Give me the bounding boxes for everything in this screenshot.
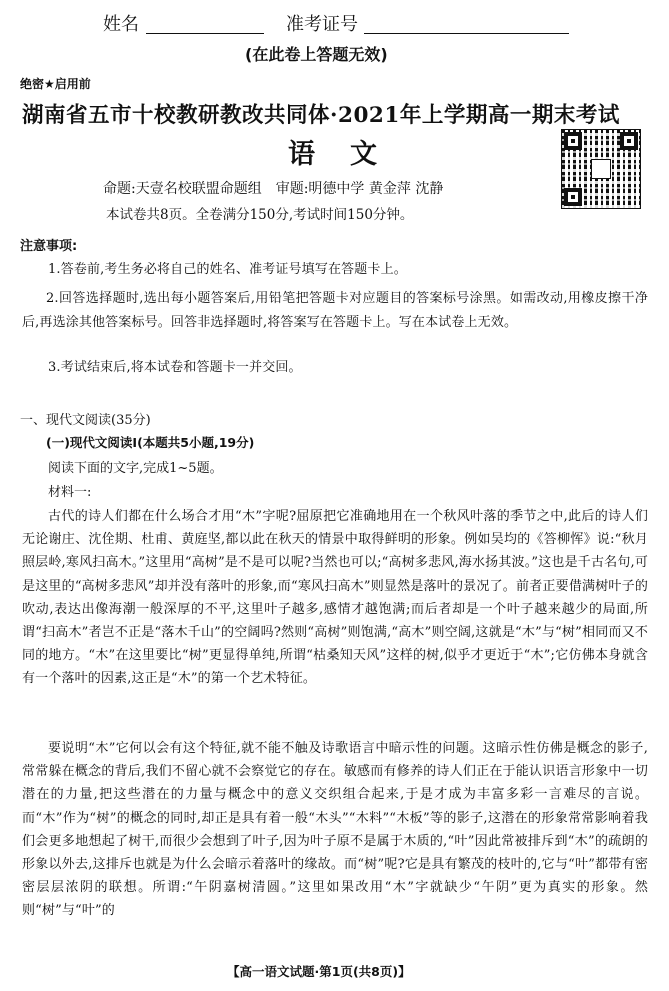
exam-id-blank — [364, 33, 569, 34]
notice-heading: 注意事项: — [20, 239, 78, 254]
passage-paragraph-1: 古代的诗人们都在什么场合才用“木”字呢?屈原把它准确地用在一个秋风叶落的季节之中,此后的诗人们无论谢庄、沈佺期、杜甫、黄庭坚,都以此在秋天的情景中取得鲜明的形象。例如吴均的《答柳恽》说:“秋月照层岭,寒风扫高木。”这里用“高树”是不是可以呢?当然也可以;“高树多悲风,海水扬其波。”这也是千古名句,可是这里的“高树多悲风”却并没有落叶的形象,而“寒风扫高木”则显然是落叶的景况了。前者正要借满树叶子的吹动,表达出像海潮一般深厚的不平,这里叶子越多,感情才越饱满;而后者却是一个叶子越来越少的局面,所谓“扫高木”者岂不正是“落木千山”的空阔吗?然则“高树”则饱满,“高木”则空阔,这就是“木”与“树”相同而又不同的地方。“木”在这里要比“树”更显得单纯,所谓“枯桑知天风”这样的树,似乎才更近于“木”;它仿佛本身就含有一个落叶的因素,这正是“木”的第一个艺术特征。 — [22, 509, 648, 687]
notice-item-1: 1.答卷前,考生务必将自己的姓名、准考证号填写在答题卡上。 — [48, 262, 407, 277]
notice-item-3: 3.考试结束后,将本试卷和答题卡一并交回。 — [48, 360, 302, 375]
name-label: 姓名 — [103, 14, 139, 35]
exam-id-label: 准考证号 — [286, 14, 358, 35]
material-label: 材料一: — [48, 485, 92, 500]
sub-section-heading: (一)现代文阅读Ⅰ(本题共5小题,19分) — [46, 435, 255, 450]
credits: 命题:天壹名校联盟命题组 审题:明德中学 黄金萍 沈静 — [103, 181, 444, 197]
section-heading: 一、现代文阅读(35分) — [20, 413, 151, 428]
secret-mark: 绝密★启用前 — [20, 77, 91, 91]
name-blank — [146, 33, 264, 34]
reading-instruction: 阅读下面的文字,完成1~5题。 — [48, 461, 223, 476]
notice-item-2: 2.回答选择题时,选出每小题答案后,用铅笔把答题卡对应题目的答案标号涂黑。如需改动,用橡皮擦干净后,再选涂其他答案标号。回答非选择题时,将答案写在答题卡上。写在本试卷上无效。 — [22, 291, 648, 330]
invalid-note: (在此卷上答题无效) — [245, 45, 388, 64]
qr-code-icon — [562, 130, 640, 208]
page-footer: 【高一语文试题·第1页(共8页)】 — [227, 964, 411, 979]
passage-paragraph-2: 要说明“木”它何以会有这个特征,就不能不触及诗歌语言中暗示性的问题。这暗示性仿佛是概念的影子,常常躲在概念的背后,我们不留心就不会察觉它的存在。敏感而有修养的诗人们正在于能认识语言形象中一切潜在的力量,把这些潜在的力量与概念中的意义交织组合起来,于是才成为丰富多彩一言难尽的言说。而“木”作为“树”的概念的同时,却正是具有着一般“木头”“木料”“木板”等的影子,这潜在的形象常常影响着我们会更多地想起了树干,而很少会想到了叶子,因为叶子原不是属于木质的,“叶”因此常被排斥到“木”的疏朗的形象以外去,这排斥也就是为什么会暗示着落叶的缘故。而“树”呢?它是具有繁茂的枝叶的,它与“叶”都带有密密层层浓阴的联想。所谓:“午阴嘉树清圆。”这里如果改用“木”字就缺少“午阴”更为真实的形象。然则“树”与“叶”的 — [22, 741, 648, 919]
subject-title: 语 文 — [288, 139, 381, 170]
exam-title: 湖南省五市十校教研教改共同体·2021年上学期高一期末考试 — [22, 103, 620, 128]
paper-info: 本试卷共8页。全卷满分150分,考试时间150分钟。 — [106, 207, 414, 223]
